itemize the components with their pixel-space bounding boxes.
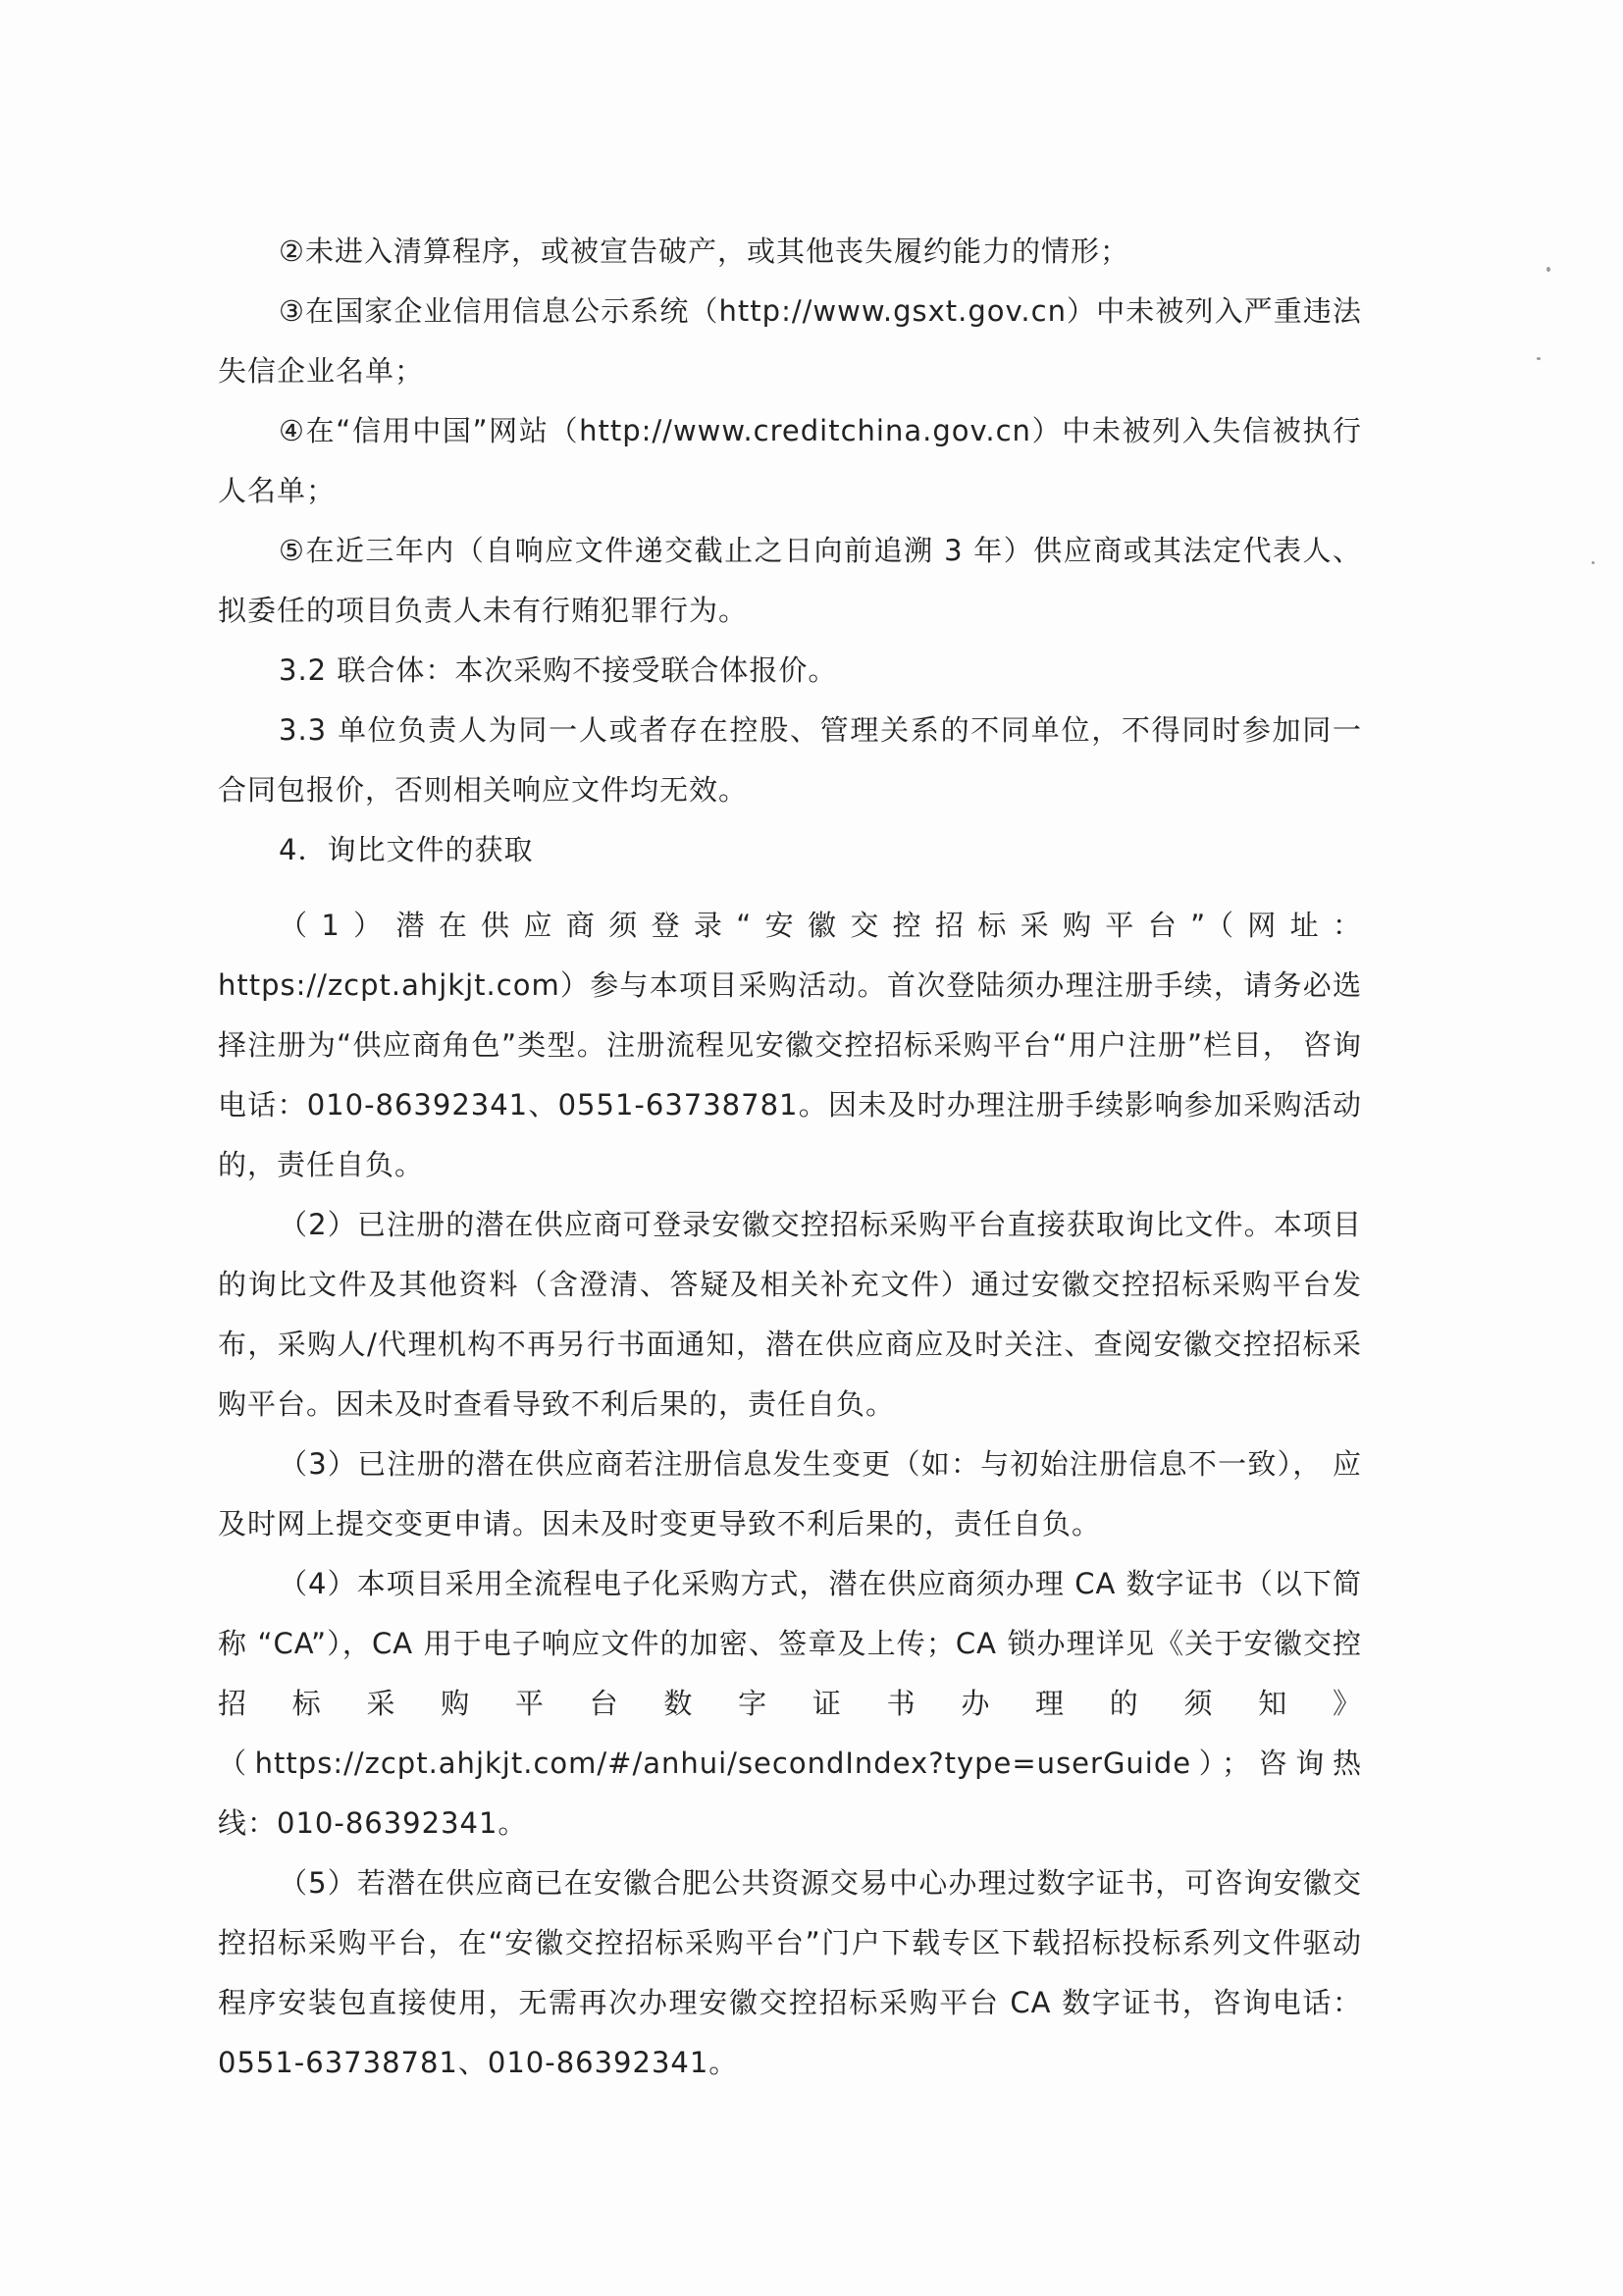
- paragraph-item-1: （1）潜在供应商须登录“安徽交控招标采购平台”（网址：https://zcpt.ahjkjt.com）参与本项目采购活动。首次登陆须办理注册手续，请务必选择注册为“供应商角色”类型。注册流程见安徽交控招标采购平台“用户注册”栏目， 咨询电话：010-86392341、0551-63738781。因未及时办理注册手续影响参加采购活动的，责任自负。: [218, 909, 1362, 1181]
- section-heading-4: 4．询比文件的获取: [279, 833, 534, 866]
- paragraph-3-3: 3.3 单位负责人为同一人或者存在控股、管理关系的不同单位，不得同时参加同一合同包报价，否则相关响应文件均无效。: [218, 713, 1362, 807]
- paragraph-item-2: （2）已注册的潜在供应商可登录安徽交控招标采购平台直接获取询比文件。本项目的询比文件及其他资料（含澄清、答疑及相关补充文件）通过安徽交控招标采购平台发布，采购人/代理机构不再另行书面通知，潜在供应商应及时关注、查阅安徽交控招标采购平台。因未及时查看导致不利后果的，责任自负。: [218, 1208, 1362, 1421]
- scan-speck: [1592, 561, 1595, 564]
- paragraph-condition-3: ③在国家企业信用信息公示系统（http://www.gsxt.gov.cn）中未被列入严重违法失信企业名单；: [218, 294, 1362, 388]
- paragraph-condition-5: ⑤在近三年内（自响应文件递交截止之日向前追溯 3 年）供应商或其法定代表人、拟委任的项目负责人未有行贿犯罪行为。: [218, 534, 1362, 627]
- paragraph-item-5: （5）若潜在供应商已在安徽合肥公共资源交易中心办理过数字证书，可咨询安徽交控招标采购平台，在“安徽交控招标采购平台”门户下载专区下载招标投标系列文件驱动程序安装包直接使用，无需再次办理安徽交控招标采购平台 CA 数字证书，咨询电话：0551-63738781、010-86392341。: [218, 1866, 1362, 2079]
- paragraph-condition-4: ④在“信用中国”网站（http://www.creditchina.gov.cn）中未被列入失信被执行人名单；: [218, 414, 1362, 507]
- paragraph-item-4: （4）本项目采用全流程电子化采购方式，潜在供应商须办理 CA 数字证书（以下简称 “CA”），CA 用于电子响应文件的加密、签章及上传；CA 锁办理详见《关于安徽交控招标采购平台数字证书办理的须知》（https://zcpt.ahjkjt.com/#/anhui/secondIndex?type=userGuide）；咨询热线：010-86392341。: [218, 1567, 1362, 1840]
- scan-speck: [1537, 357, 1541, 360]
- paragraph-3-2: 3.2 联合体：本次采购不接受联合体报价。: [279, 653, 838, 687]
- spacer: [218, 880, 1362, 896]
- scan-speck: [1546, 267, 1550, 272]
- paragraph-item-3: （3）已注册的潜在供应商若注册信息发生变更（如：与初始注册信息不一致）， 应及时网上提交变更申请。因未及时变更导致不利后果的，责任自负。: [218, 1447, 1362, 1540]
- paragraph-condition-2: ②未进入清算程序，或被宣告破产，或其他丧失履约能力的情形；: [279, 235, 1129, 268]
- document-body: [218, 222, 1362, 2093]
